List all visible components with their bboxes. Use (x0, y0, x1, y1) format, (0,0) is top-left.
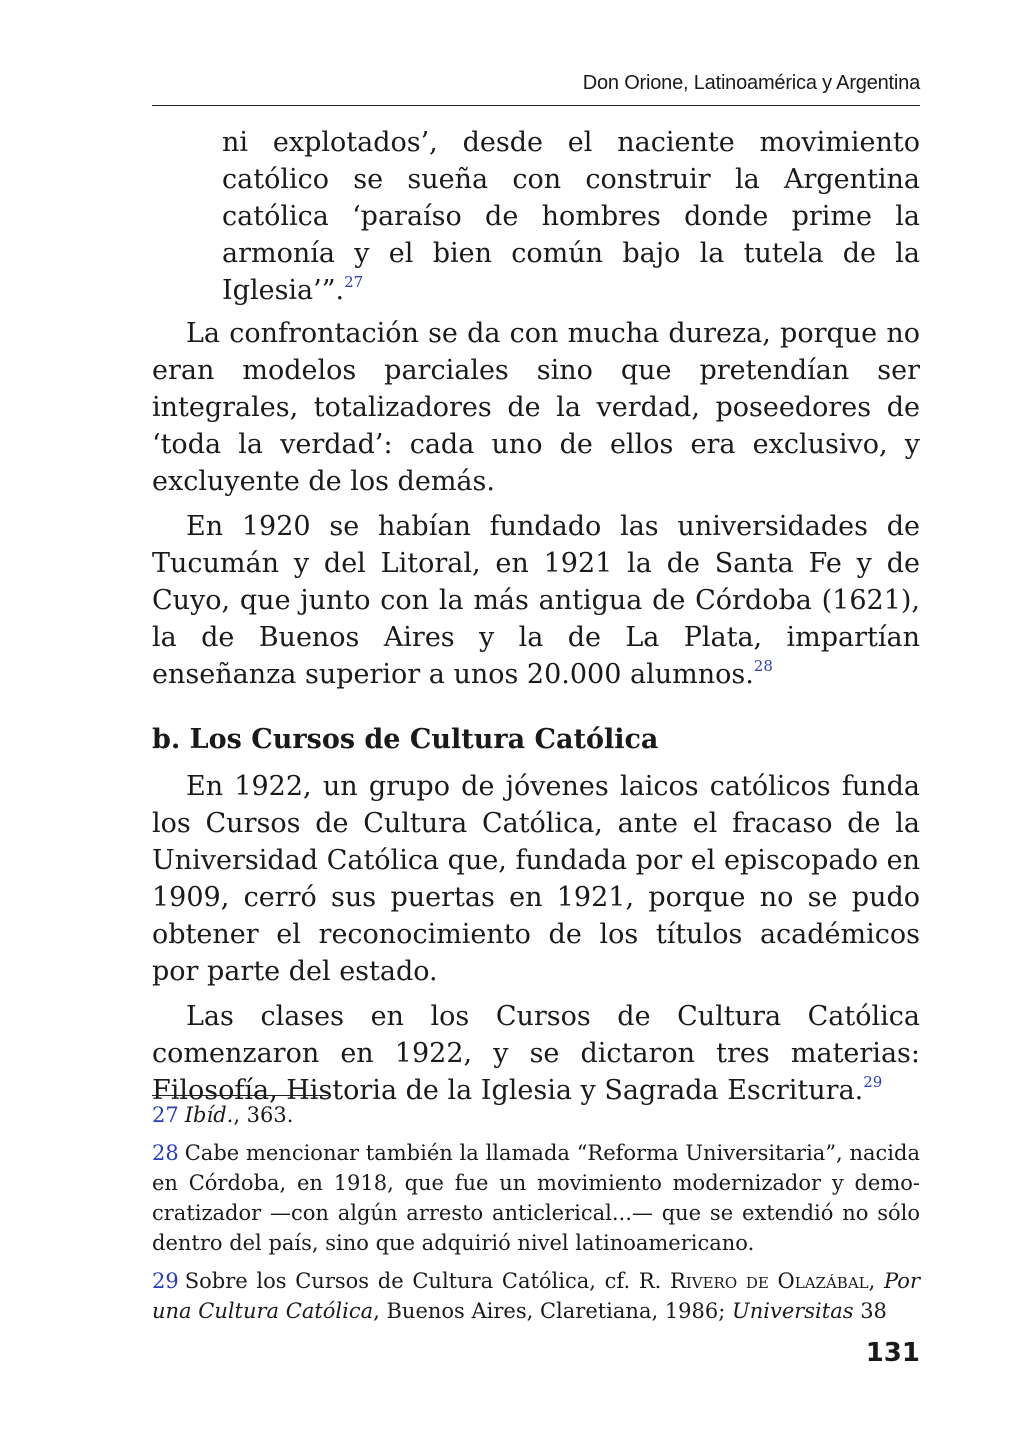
footnote-text: , 363. (233, 1103, 294, 1127)
section-heading: b. Los Cursos de Cultura Católica (152, 724, 659, 755)
footnote-text: Sobre los Cursos de Cultura Católica, cf. R. (184, 1269, 671, 1293)
footnote-number[interactable]: 29 (152, 1269, 179, 1293)
main-text (152, 124, 920, 1117)
footnote-book-title: Por una Cultura Católica (152, 1269, 920, 1323)
footnote-number[interactable]: 28 (152, 1141, 179, 1165)
footnote-ref-29[interactable]: 29 (863, 1073, 883, 1091)
footnote-volume: 38 (853, 1299, 887, 1323)
footnote-ibid: Ibíd. (184, 1103, 234, 1127)
footnote-ref-28[interactable]: 28 (753, 657, 773, 675)
footnote-number[interactable]: 27 (152, 1103, 179, 1127)
paragraph-clases (152, 998, 920, 1109)
block-quote (222, 124, 920, 309)
footnote-author: Rivero de Olazábal (670, 1269, 869, 1293)
footnote-journal: Universitas (732, 1299, 854, 1323)
paragraph-cursos-1922: En 1922, un grupo de jóvenes laicos católicos funda los Cursos de Cultura Católica, ante el fracaso de la Universidad Católica que, fundada por el episcopado en 1909, cerró sus puertas en 1921, porque no se pudo obtener el reconocimiento de los títulos académicos por parte del estado. (152, 771, 920, 987)
block-quote-text: ni explotados’, desde el naciente movimiento católico se sueña con construir la Argentina católica ‘paraíso de hombres donde prime la armonía y el bien común bajo la tutela de la Iglesia’”. (222, 127, 920, 306)
paragraph-clases-text: Las clases en los Cursos de Cultura Católica comenzaron en 1922, y se dictaron tres materias: Filosofía, Historia de la Iglesia y Sagrada Escritura. (152, 1001, 920, 1106)
footnote-27 (152, 1100, 920, 1130)
paragraph-universidades (152, 508, 920, 693)
footnote-comma: , (868, 1269, 876, 1293)
header-rule (152, 105, 920, 106)
paragraph-universidades-text: En 1920 se habían fundado las universidades de Tucumán y del Litoral, en 1921 la de Santa Fe y de Cuyo, que junto con la más antigua de Córdoba (1621), la de Buenos Aires y la de La Plata, impartían enseñanza superior a unos 20.000 alumnos. (152, 511, 920, 690)
footnote-text: Cabe mencionar también la llamada “Reforma Universitaria”, nacida en Córdoba, en 1918, que fue un movimiento modernizador y democratizador —con algún arresto anticlerical...— que se extendió no sólo dentro del país, sino que adquirió nivel latinoamericano. (152, 1141, 920, 1255)
footnote-29 (152, 1266, 920, 1326)
page-number: 131 (865, 1338, 920, 1368)
running-head: Don Orione, Latinoamérica y Argentina (582, 72, 920, 94)
footnote-28 (152, 1138, 920, 1258)
footnotes (152, 1100, 920, 1334)
paragraph-confrontacion: La confrontación se da con mucha dureza, porque no eran modelos parciales sino que pretendían ser integrales, totalizadores de la verdad, poseedores de ‘toda la verdad’: cada uno de ellos era exclusivo, y excluyente de los demás. (152, 318, 920, 497)
footnote-publication: , Buenos Aires, Claretiana, 1986; (373, 1299, 733, 1323)
footnote-ref-27[interactable]: 27 (344, 273, 364, 291)
footnote-rule (152, 1095, 328, 1096)
